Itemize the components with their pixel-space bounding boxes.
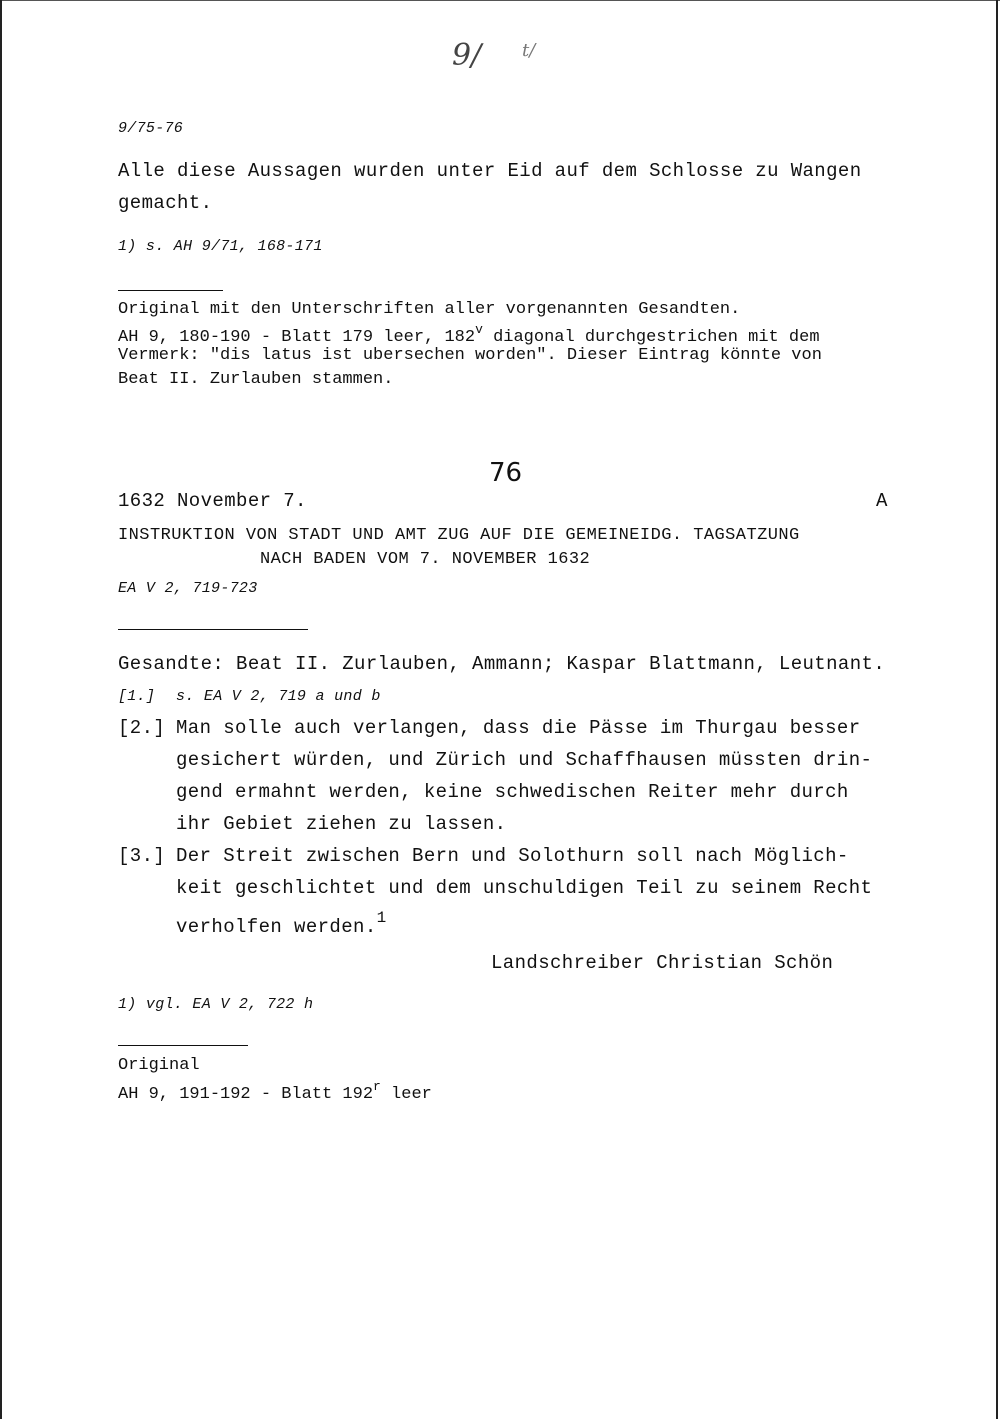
prev-doc-reference: 9/75-76 bbox=[118, 120, 184, 137]
footnote-rule-2 bbox=[118, 1045, 248, 1046]
prev-doc-line-2: gemacht. bbox=[118, 192, 213, 214]
item-3-line-2: keit geschlichtet und dem unschuldigen Teil zu seinem Recht bbox=[176, 877, 873, 899]
footnote-rule bbox=[118, 290, 223, 291]
page-edge-right bbox=[996, 0, 998, 1419]
handwritten-page-mark: 9/ bbox=[452, 38, 482, 73]
ea-reference: EA V 2, 719-723 bbox=[118, 580, 258, 597]
source-line-2-a: AH 9, 191-192 - Blatt 192 bbox=[118, 1085, 374, 1104]
prev-source-line-3: Vermerk: "dis latus ist ubersechen worden". Dieser Eintrag könnte von bbox=[118, 346, 822, 365]
item-2-line-4: ihr Gebiet ziehen zu lassen. bbox=[176, 813, 507, 835]
item-1-number: [1.] bbox=[118, 688, 156, 705]
prev-doc-footnote: 1) s. AH 9/71, 168-171 bbox=[118, 238, 323, 255]
handwritten-mark-extra: t/ bbox=[522, 40, 536, 61]
prev-source-line-2 bbox=[118, 322, 820, 347]
source-line-2 bbox=[118, 1079, 432, 1104]
source-line-2-b: leer bbox=[380, 1085, 432, 1104]
item-2-line-2: gesichert würden, und Zürich und Schaffhausen müssten drin- bbox=[176, 749, 873, 771]
document-title-line-1: INSTRUKTION VON STADT UND AMT ZUG AUF DIE GEMEINEIDG. TAGSATZUNG bbox=[118, 526, 800, 545]
document-number: 76 bbox=[489, 458, 523, 488]
prev-source-line-4: Beat II. Zurlauben stammen. bbox=[118, 370, 394, 389]
item-3-line-3 bbox=[176, 909, 387, 938]
document-title-line-2: NACH BADEN VOM 7. NOVEMBER 1632 bbox=[260, 550, 591, 569]
item-3-number: [3.] bbox=[118, 845, 166, 867]
footnote-mark: 1 bbox=[376, 909, 387, 927]
prev-source-superscript: v bbox=[475, 322, 483, 337]
signature: Landschreiber Christian Schön bbox=[491, 952, 834, 974]
item-2-line-1: Man solle auch verlangen, dass die Pässe im Thurgau besser bbox=[176, 717, 861, 739]
item-2-number: [2.] bbox=[118, 717, 166, 739]
item-2-line-3: gend ermahnt werden, keine schwedischen Reiter mehr durch bbox=[176, 781, 849, 803]
page-edge-left bbox=[0, 0, 2, 1419]
envoys-line: Gesandte: Beat II. Zurlauben, Ammann; Kaspar Blattmann, Leutnant. bbox=[118, 653, 886, 675]
document-footnote: 1) vgl. EA V 2, 722 h bbox=[118, 996, 314, 1013]
page-edge-top bbox=[0, 0, 1000, 1]
item-3-line-3-text: verholfen werden. bbox=[176, 916, 377, 938]
document-date: 1632 November 7. bbox=[118, 490, 307, 512]
item-1-text: s. EA V 2, 719 a und b bbox=[176, 688, 381, 705]
prev-source-line-2-b: diagonal durchgestrichen mit dem bbox=[482, 328, 820, 347]
prev-doc-line-1: Alle diese Aussagen wurden unter Eid auf dem Schlosse zu Wangen bbox=[118, 160, 862, 182]
section-rule bbox=[118, 629, 308, 630]
prev-source-line-1: Original mit den Unterschriften aller vorgenannten Gesandten. bbox=[118, 300, 741, 319]
source-line-1: Original bbox=[118, 1056, 200, 1075]
item-3-line-1: Der Streit zwischen Bern und Solothurn soll nach Möglich- bbox=[176, 845, 849, 867]
source-superscript: r bbox=[373, 1079, 381, 1094]
prev-source-line-2-a: AH 9, 180-190 - Blatt 179 leer, 182 bbox=[118, 328, 476, 347]
document-letter: A bbox=[876, 490, 888, 512]
